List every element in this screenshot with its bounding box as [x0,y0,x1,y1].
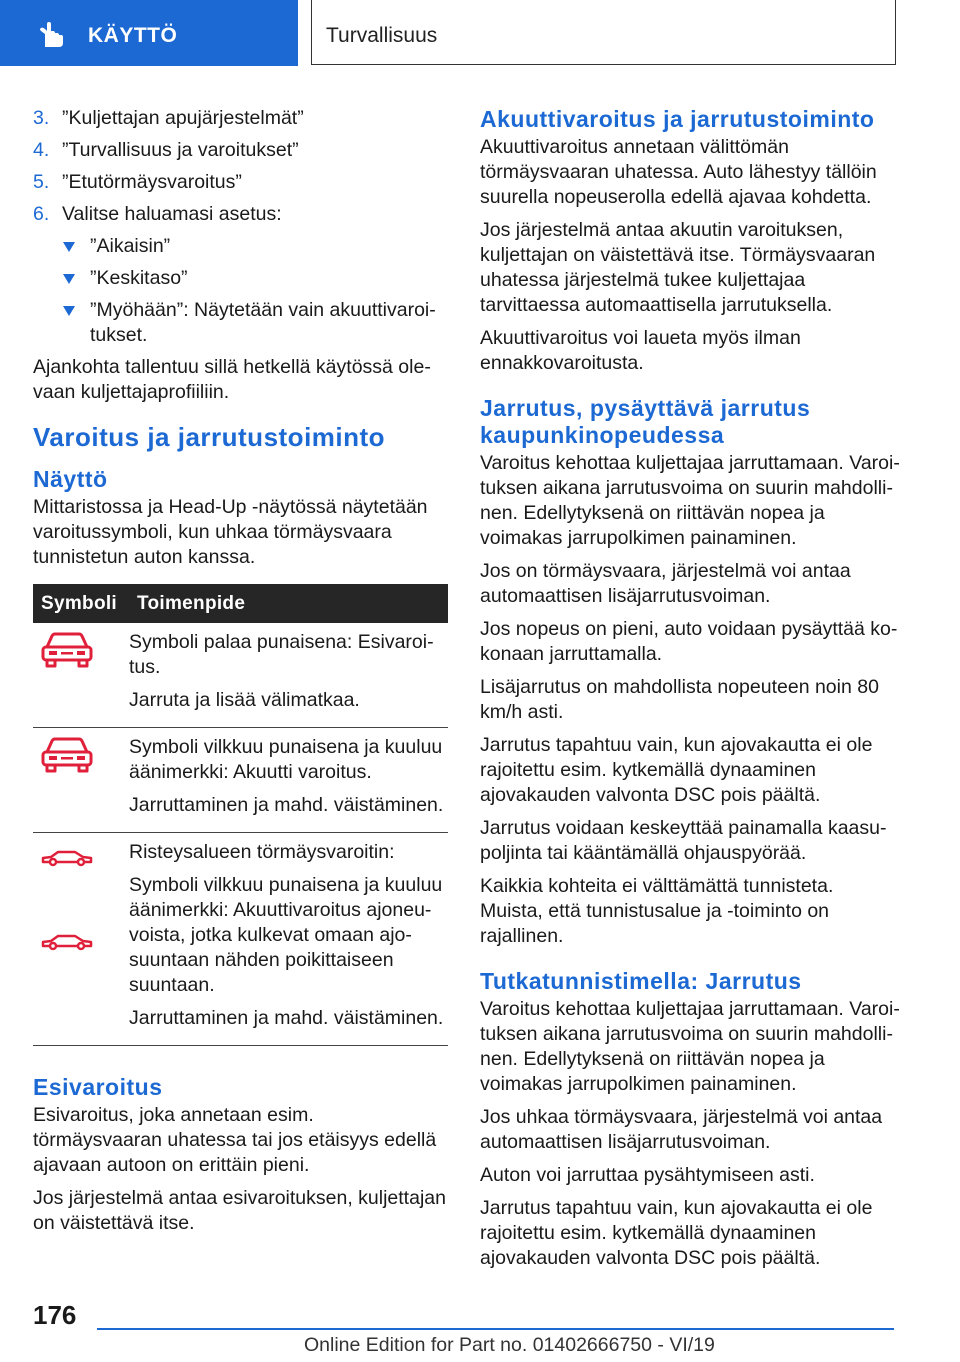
car-front-flashing-icon [37,735,97,775]
hand-pointer-icon [36,22,66,48]
paragraph: Jos järjestelmä antaa akuutin varoituksen, kuljettajan on väistettävä itse. Törmäysvaaran uhatessa järjestelmä tukee kuljettajaa tarvittaessa automaattisella jarrutuksella. [480,219,876,316]
paragraph: Jos uhkaa törmäysvaara, järjestelmä voi antaa automaattisen lisäjarrutusvoiman. [480,1106,883,1153]
right-column [480,106,900,1279]
paragraph: Akuuttivaroitus annetaan välittömän törmäysvaaran uhatessa. Auto lähestyy tällöin suurella nopeuserolla edellä ajavaa kohdetta. [480,136,877,208]
crossing-car-icon [37,840,97,960]
subsection-heading: Esivaroitus [33,1074,163,1100]
column-header: Symboli [33,584,129,623]
section-heading: Varoitus ja jarrutustoiminto [33,422,386,452]
section-tab [0,0,298,66]
paragraph: Jarrutus tapahtuu vain, kun ajovakautta ei ole rajoitettu esim. kytkemällä dynaaminen ajovakauden valvonta DSC pois päältä. [480,734,873,806]
subsection-heading: Akuuttivaroitus ja jarrutustoiminto [480,106,875,132]
car-front-warning-icon [37,630,97,670]
table-row: Symboli palaa punaisena: Esivaroitus. Jarruta ja lisää välimatkaa. [33,623,448,728]
paragraph: Varoitus kehottaa kuljettajaa jarruttamaan. Varoituksen aikana jarrutusvoima on suurin mahdollinen. Edellytyksenä on riittävän nopea ja voimakas jarrupolkimen painaminen. [480,998,900,1095]
paragraph: Kaikkia kohteita ei välttämättä tunnisteta. Muista, että tunnistusalue ja -toiminto on rajallinen. [480,875,834,947]
triangle-bullet-icon [63,274,75,284]
options-list [33,234,448,348]
section-label: KÄYTTÖ [88,24,178,47]
table-row: Risteysalueen törmäysvaroitin: Symboli vilkkuu punaisena ja kuuluu äänimerkki: Akuuttivaroitus ajoneuvoista, jotka kulkevat omaan ajosuuntaan nähden poikittaiseen suuntaan. Jarruttaminen ja mahd. väistäminen. [33,833,448,1046]
paragraph: Jos on törmäysvaara, järjestelmä voi antaa automaattisen lisäjarrutusvoiman. [480,560,851,607]
paragraph: Auton voi jarruttaa pysähtymiseen asti. [480,1164,815,1186]
list-item: 6. Valitse haluamasi asetus: [33,203,282,225]
subsection-heading: Jarrutus, pysäyttävä jarrutus kaupunkinopeudessa [480,395,811,448]
symbol-table [33,584,448,1046]
list-item: ”Myöhään”: Näytetään vain akuuttivaroitukset. [33,298,448,348]
table-row: Symboli vilkkuu punaisena ja kuuluu äänimerkki: Akuutti varoitus. Jarruttaminen ja mahd. väistäminen. [33,728,448,833]
paragraph: Akuuttivaroitus voi laueta myös ilman ennakkovaroitusta. [480,327,801,374]
list-item: 4. ”Turvallisuus ja varoitukset” [33,139,299,161]
paragraph: Ajankohta tallentuu sillä hetkellä käytössä olevaan kuljettajaprofiiliin. [33,356,431,403]
list-item: ”Keskitaso” [33,266,448,291]
paragraph: Lisäjarrutus on mahdollista nopeuteen noin 80 km/h asti. [480,676,879,723]
triangle-bullet-icon [63,306,75,316]
list-item: ”Aikaisin” [33,234,448,259]
subsection-heading: Tutkatunnistimella: Jarrutus [480,968,802,994]
paragraph: Mittaristossa ja Head-Up -näytössä näytetään varoitussymboli, kun uhkaa törmäysvaara tunnistetun auton kanssa. [33,496,428,568]
page-number: 176 [33,1300,77,1330]
paragraph: Jarrutus tapahtuu vain, kun ajovakautta ei ole rajoitettu esim. kytkemällä dynaaminen ajovakauden valvonta DSC pois päältä. [480,1197,873,1269]
paragraph: Varoitus kehottaa kuljettajaa jarruttamaan. Varoituksen aikana jarrutusvoima on suurin mahdollinen. Edellytyksenä on riittävän nopea ja voimakas jarrupolkimen painaminen. [480,452,900,549]
list-item: 3. ”Kuljettajan apujärjestelmät” [33,107,304,129]
steps-list [33,106,448,227]
list-item: 5. ”Etutörmäysvaroitus” [33,171,242,193]
paragraph: Jarrutus voidaan keskeyttää painamalla kaasupoljinta tai kääntämällä ohjauspyörää. [480,817,887,864]
chapter-header [311,0,896,65]
footer-divider [97,1328,894,1330]
paragraph: Jos nopeus on pieni, auto voidaan pysäyttää kokonaan jarruttamalla. [480,618,898,665]
triangle-bullet-icon [63,242,75,252]
column-header: Toimenpide [129,584,448,623]
left-column [33,106,448,1244]
paragraph: Jos järjestelmä antaa esivaroituksen, kuljettajan on väistettävä itse. [33,1187,446,1234]
chapter-title: Turvallisuus [326,24,438,47]
paragraph: Esivaroitus, joka annetaan esim. törmäysvaaran uhatessa tai jos etäisyys edellä ajavaan autoon on erittäin pieni. [33,1104,437,1176]
subsection-heading: Näyttö [33,466,108,492]
edition-text: Online Edition for Part no. 01402666750 - VI/19 [304,1334,715,1356]
